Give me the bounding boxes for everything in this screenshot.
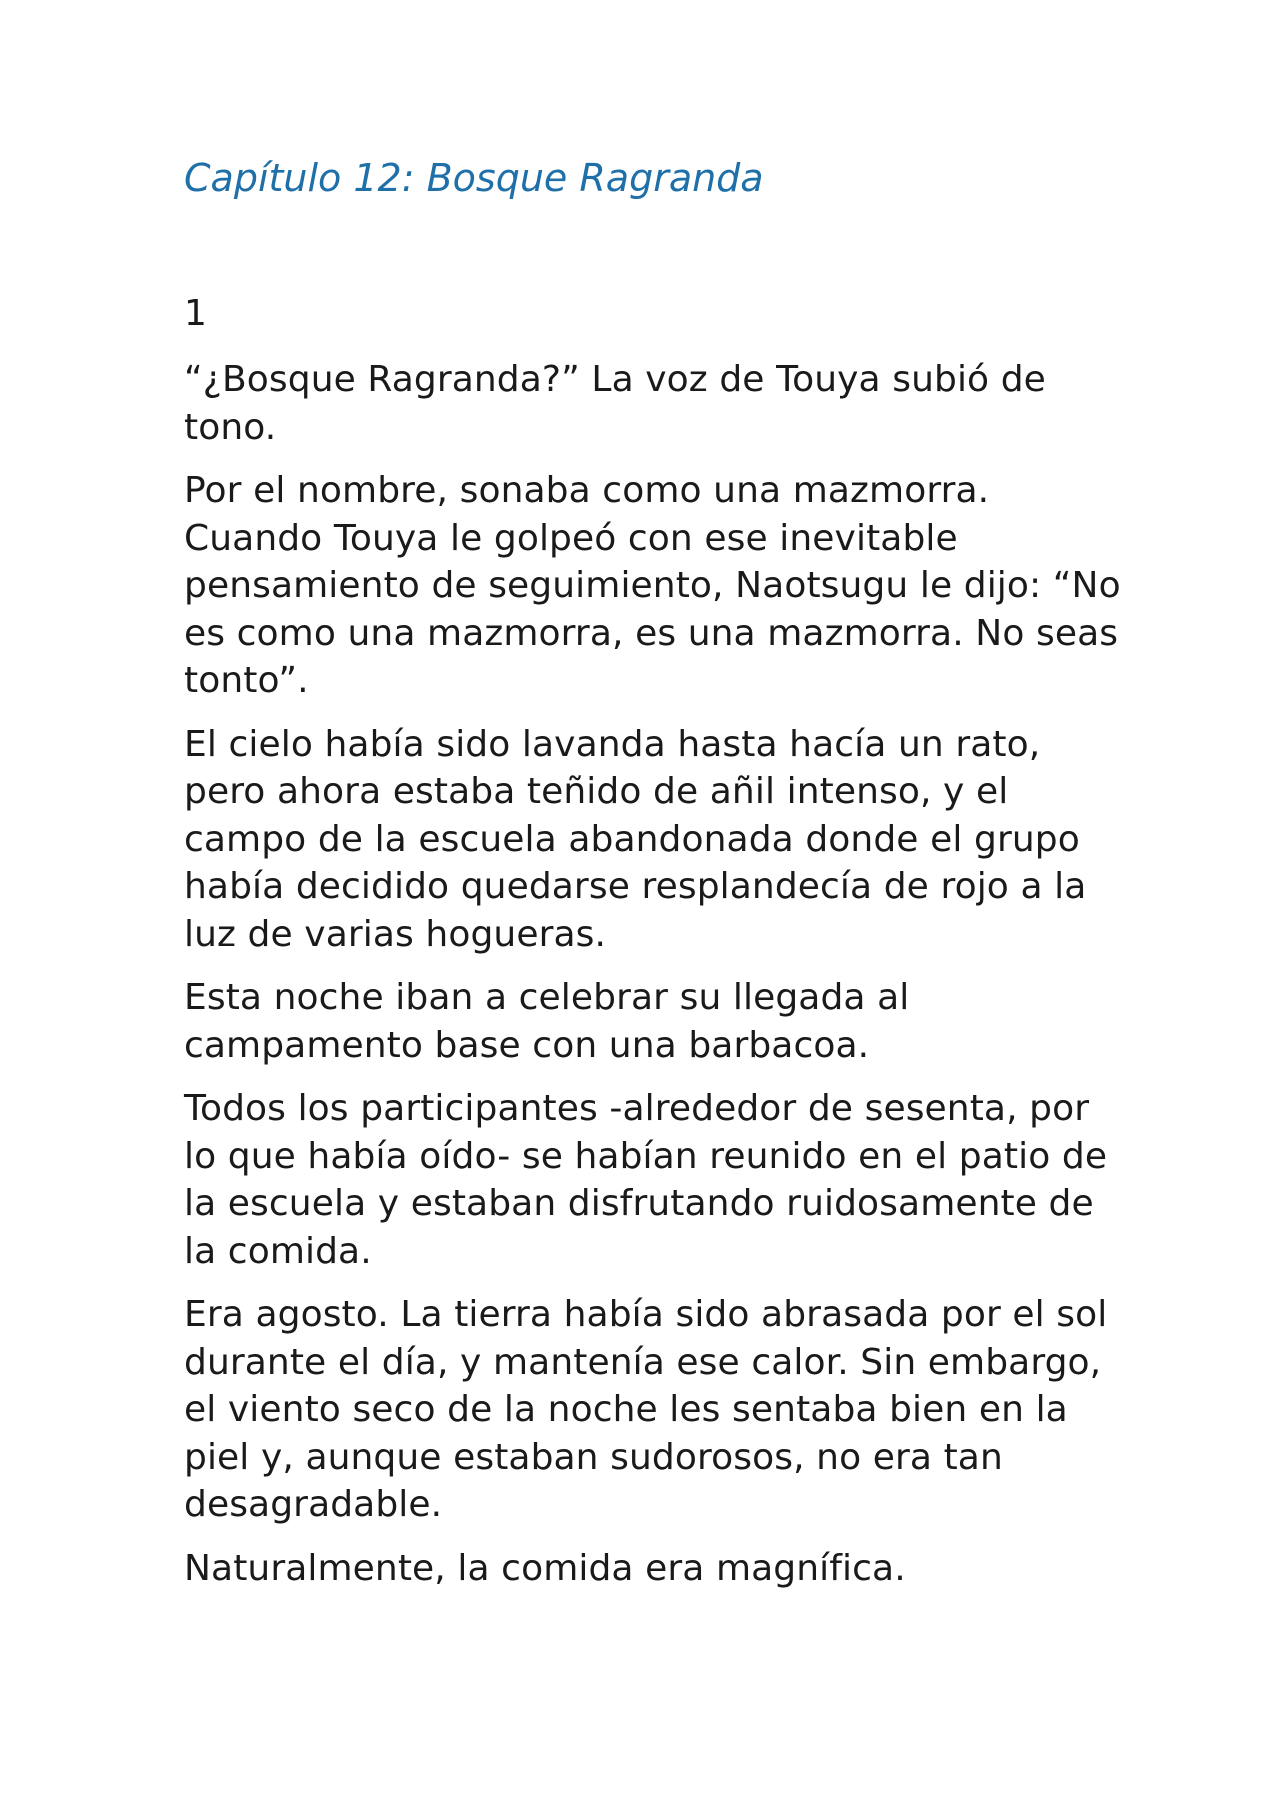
paragraph-3: El cielo había sido lavanda hasta hacía un rato, pero ahora estaba teñido de añil intenso, y el campo de la escuela abandonada donde el grupo había decidido quedarse resplandecía de rojo a la luz de varias hogueras.: [184, 723, 1087, 955]
paragraph-4: Esta noche iban a celebrar su llegada al campamento base con una barbacoa.: [184, 977, 910, 1066]
paragraph-6: Era agosto. La tierra había sido abrasada por el sol durante el día, y mantenía ese calor. Sin embargo, el viento seco de la noche les sentaba bien en la piel y, aunque estaban sudorosos, no era tan desagradable.: [184, 1294, 1108, 1525]
document-page: [184, 150, 1124, 1592]
paragraph-7: Naturalmente, la comida era magnífica.: [184, 1547, 906, 1589]
paragraph-1: “¿Bosque Ragranda?” La voz de Touya subió de tono.: [184, 359, 1046, 448]
section-number: 1: [184, 293, 207, 334]
paragraph-2: Por el nombre, sonaba como una mazmorra. Cuando Touya le golpeó con ese inevitable pensamiento de seguimiento, Naotsugu le dijo: “No es como una mazmorra, es una mazmorra. No seas tonto”.: [184, 470, 1121, 701]
chapter-title: Capítulo 12: Bosque Ragranda: [184, 156, 764, 200]
paragraph-5: Todos los participantes -alrededor de sesenta, por lo que había oído- se habían reunido en el patio de la escuela y estaban disfrutando ruidosamente de la comida.: [184, 1088, 1108, 1272]
